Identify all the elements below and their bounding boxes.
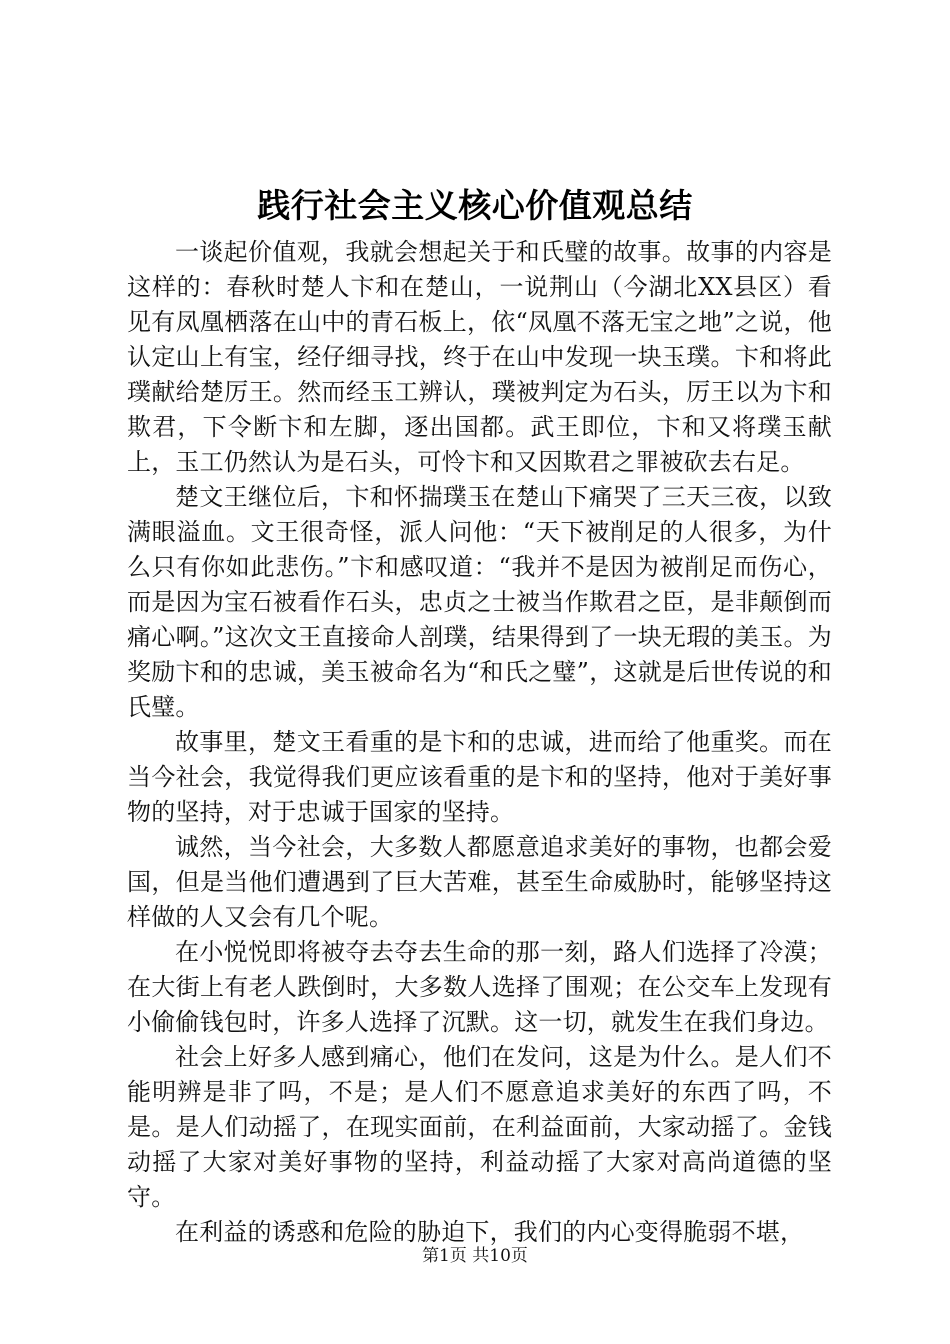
- paragraph-1: 一谈起价值观，我就会想起关于和氏璧的故事。故事的内容是这样的：春秋时楚人卞和在楚山，一说荆山（今湖北XX县区）看见有凤凰栖落在山中的青石板上，依“凤凰不落无宝之地”之说，他认定山上有宝，经仔细寻找，终于在山中发现一块玉璞。卞和将此璞献给楚厉王。然而经玉工辨认，璞被判定为石头，厉王以为卞和欺君，下令断卞和左脚，逐出国都。武王即位，卞和又将璞玉献上，玉工仍然认为是石头，可怜卞和又因欺君之罪被砍去右足。: [127, 238, 832, 476]
- page-footer: 第1页 共10页: [422, 1246, 528, 1266]
- paragraph-3: 故事里，楚文王看重的是卞和的忠诚，进而给了他重奖。而在当今社会，我觉得我们更应该看重的是卞和的坚持，他对于美好事物的坚持，对于忠诚于国家的坚持。: [127, 728, 832, 826]
- document-title: 践行社会主义核心价值观总结: [257, 186, 693, 225]
- paragraph-6: 社会上好多人感到痛心，他们在发问，这是为什么。是人们不能明辨是非了吗，不是；是人们不愿意追求美好的东西了吗，不是。是人们动摇了，在现实面前，在利益面前，大家动摇了。金钱动摇了大家对美好事物的坚持，利益动摇了大家对高尚道德的坚守。: [127, 1043, 832, 1211]
- paragraph-2: 楚文王继位后，卞和怀揣璞玉在楚山下痛哭了三天三夜，以致满眼溢血。文王很奇怪，派人问他：“天下被削足的人很多，为什么只有你如此悲伤。”卞和感叹道：“我并不是因为被削足而伤心，而是因为宝石被看作石头，忠贞之士被当作欺君之臣，是非颠倒而痛心啊。”这次文王直接命人剖璞，结果得到了一块无瑕的美玉。为奖励卞和的忠诚，美玉被命名为“和氏之璧”，这就是后世传说的和氏璧。: [127, 483, 832, 721]
- paragraph-4: 诚然，当今社会，大多数人都愿意追求美好的事物，也都会爱国，但是当他们遭遇到了巨大苦难，甚至生命威胁时，能够坚持这样做的人又会有几个呢。: [127, 833, 832, 931]
- document-body: [127, 235, 832, 1250]
- paragraph-5: 在小悦悦即将被夺去夺去生命的那一刻，路人们选择了冷漠；在大街上有老人跌倒时，大多数人选择了围观；在公交车上发现有小偷偷钱包时，许多人选择了沉默。这一切，就发生在我们身边。: [127, 938, 832, 1036]
- paragraph-7: 在利益的诱惑和危险的胁迫下，我们的内心变得脆弱不堪，: [175, 1218, 805, 1246]
